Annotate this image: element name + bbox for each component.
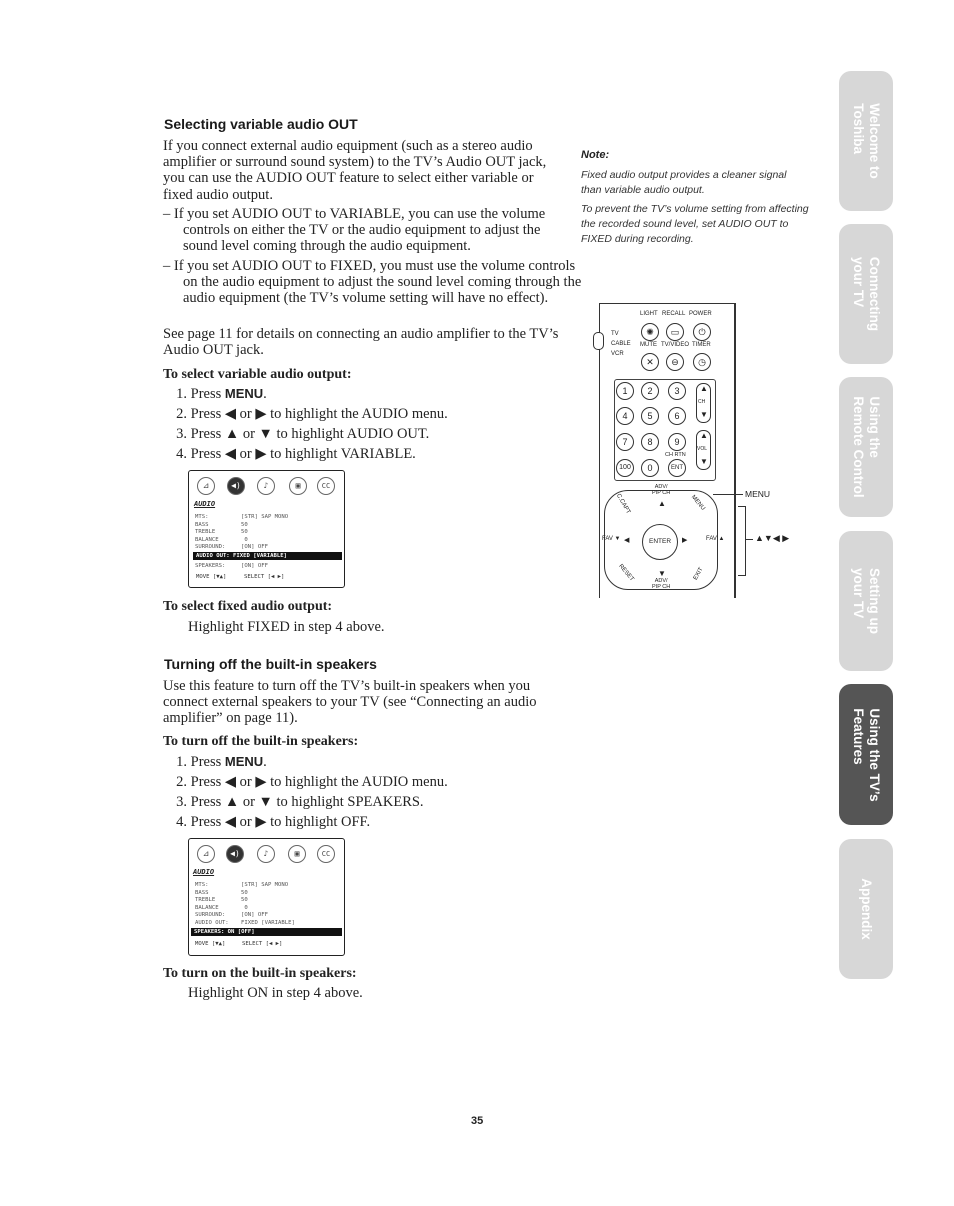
- osd-highlight-row: AUDIO OUT: FIXED [VARIABLE]: [193, 552, 342, 560]
- step-4: 4. Press ◀ or ▶ to highlight OFF.: [176, 814, 371, 830]
- volume-up-icon: ▲: [700, 431, 708, 440]
- c-capt-button[interactable]: C.CAPT: [614, 492, 632, 516]
- osd-row: SURROUND: [ON] OFF: [195, 544, 268, 550]
- applications-menu-icon: ▣: [288, 845, 306, 863]
- digit-button[interactable]: 1: [616, 382, 634, 400]
- on-heading: To turn on the built-in speakers:: [163, 966, 357, 981]
- speakers-intro-paragraph: Use this feature to turn off the TV’s built-in speakers when you connect external speakers to your TV (see “Connecting an audio amplifier” on page 11).: [163, 678, 537, 727]
- note-line-1: Fixed audio output provides a cleaner signal than variable audio output.: [581, 169, 787, 196]
- tab-welcome-to-toshiba[interactable]: Welcome to Toshiba: [839, 71, 893, 211]
- timer-label: TIMER: [692, 342, 711, 348]
- enter-button[interactable]: ENTER: [642, 524, 678, 560]
- recall-label: RECALL: [662, 311, 686, 317]
- closed-caption-icon: CC: [317, 845, 335, 863]
- power-button[interactable]: ⏻: [693, 323, 711, 341]
- step-3: 3. Press ▲ or ▼ to highlight SPEAKERS.: [176, 794, 424, 810]
- intro-paragraph: If you connect external audio equipment (such as a stereo audio amplifier or surround sound system) to the TV’s Audio OUT jack, you can use the AUDIO OUT feature to select either variable or fixed audio output.: [163, 138, 547, 203]
- fixed-heading: To select fixed audio output:: [163, 599, 333, 614]
- osd-row: TREBLE 50: [195, 897, 248, 903]
- step-3: 3. Press ▲ or ▼ to highlight AUDIO OUT.: [176, 426, 430, 442]
- adv-pip-down-label: ADV/ PIP CH: [652, 578, 671, 590]
- audio-menu-icon: ◀): [226, 845, 244, 863]
- see-page-paragraph: See page 11 for details on connecting an audio amplifier to the TV’s Audio OUT jack.: [163, 326, 559, 359]
- steps-heading: To select variable audio output:: [163, 367, 352, 382]
- menu-keyword: MENU: [224, 386, 264, 401]
- mute-label: MUTE: [640, 342, 657, 348]
- volume-down-icon: ▼: [700, 457, 708, 466]
- digit-button[interactable]: 2: [641, 382, 659, 400]
- tv-video-label: TV/VIDEO: [661, 342, 690, 348]
- volume-rocker[interactable]: [696, 430, 711, 470]
- timer-button[interactable]: ◷: [693, 353, 711, 371]
- osd-row: MTS: [STR] SAP MONO: [195, 882, 289, 888]
- mode-labels: TV CABLE VCR: [611, 331, 631, 357]
- osd-audio-menu-speakers: [188, 838, 345, 956]
- osd-row: BASS 50: [195, 522, 248, 528]
- menu-callout-label: MENU: [745, 489, 771, 499]
- picture-menu-icon: ⊿: [197, 845, 215, 863]
- steps-list-2: [163, 752, 563, 832]
- digit-button[interactable]: 9: [668, 433, 686, 451]
- osd-row: SPEAKERS: [ON] OFF: [195, 563, 268, 569]
- down-arrow-icon[interactable]: ▼: [658, 569, 666, 578]
- ch-rtn-label: CH RTN: [665, 452, 686, 458]
- fav-down-label[interactable]: FAV ▼: [602, 536, 621, 542]
- osd-highlight-row: SPEAKERS: ON [OFF]: [191, 928, 342, 936]
- arrow-callout-label: ▲▼◀ ▶: [755, 533, 790, 543]
- osd-row: BALANCE 0: [195, 537, 248, 543]
- osd-select-hint: SELECT [◀ ▶]: [244, 574, 285, 580]
- osd-row: BASS 50: [195, 890, 248, 896]
- digit-button[interactable]: 3: [668, 382, 686, 400]
- arrow-callout-bracket: [738, 506, 746, 576]
- picture-menu-icon: ⊿: [197, 477, 215, 495]
- osd-title: AUDIO: [193, 868, 215, 876]
- channel-down-icon: ▼: [700, 410, 708, 419]
- light-button[interactable]: ✺: [641, 323, 659, 341]
- menu-keyword: MENU: [224, 754, 264, 769]
- tv-video-button[interactable]: ⊖: [666, 353, 684, 371]
- osd-move-hint: MOVE [▼▲]: [196, 574, 227, 580]
- step-1: 1. Press MENU.: [176, 754, 267, 770]
- osd-row: MTS: [STR] SAP MONO: [195, 514, 289, 520]
- osd-title: AUDIO: [194, 500, 216, 508]
- digit-button[interactable]: 6: [668, 407, 686, 425]
- fav-up-label[interactable]: FAV ▲: [706, 536, 725, 542]
- tab-appendix[interactable]: Appendix: [839, 839, 893, 979]
- menu-button[interactable]: MENU: [689, 494, 706, 512]
- speakers-steps-heading: To turn off the built-in speakers:: [163, 734, 359, 749]
- menu-callout-line: [713, 494, 743, 495]
- osd-row: TREBLE 50: [195, 529, 248, 535]
- setup-menu-icon: ♪: [257, 477, 275, 495]
- step-2: 2. Press ◀ or ▶ to highlight the AUDIO menu.: [176, 774, 448, 790]
- osd-audio-menu-variable: [188, 470, 345, 588]
- audio-menu-icon: ◀): [227, 477, 245, 495]
- power-label: POWER: [689, 311, 712, 317]
- enter-digit-button[interactable]: ENT: [668, 459, 686, 477]
- osd-select-hint: SELECT [◀ ▶]: [242, 941, 283, 947]
- setup-menu-icon: ♪: [257, 845, 275, 863]
- channel-up-icon: ▲: [700, 384, 708, 393]
- light-label: LIGHT: [640, 311, 658, 317]
- page-number: 35: [471, 1115, 484, 1127]
- section-heading-speakers: Turning off the built-in speakers: [164, 656, 377, 672]
- digit-button[interactable]: 5: [641, 407, 659, 425]
- left-arrow-icon[interactable]: ◀: [624, 537, 630, 544]
- digit-button[interactable]: 8: [641, 433, 659, 451]
- reset-button[interactable]: RESET: [617, 563, 635, 583]
- remote-control-illustration: [599, 303, 736, 598]
- digit-button[interactable]: 7: [616, 433, 634, 451]
- digit-button[interactable]: 0: [641, 459, 659, 477]
- osd-row: BALANCE 0: [195, 905, 248, 911]
- bullet-fixed: – If you set AUDIO OUT to FIXED, you must use the volume controls on the audio equipment to adjust the sound level coming through the audio equipment (the TV’s volume setting will have no effect).: [163, 258, 582, 307]
- tab-using-the-remote-control[interactable]: Using the Remote Control: [839, 377, 893, 517]
- tab-using-the-tvs-features[interactable]: Using the TV’s Features: [839, 684, 893, 825]
- applications-menu-icon: ▣: [289, 477, 307, 495]
- arrow-callout-line: [745, 539, 753, 540]
- up-arrow-icon[interactable]: ▲: [658, 499, 666, 508]
- osd-row: SURROUND: [ON] OFF: [195, 912, 268, 918]
- ch-label: CH: [698, 399, 706, 405]
- step-2: 2. Press ◀ or ▶ to highlight the AUDIO menu.: [176, 406, 448, 422]
- on-text: Highlight ON in step 4 above.: [188, 985, 363, 1001]
- step-1: 1. Press MENU.: [176, 386, 267, 402]
- vol-label: VOL: [697, 446, 708, 452]
- note-line-2: To prevent the TV’s volume setting from affecting the recorded sound level, set AUDIO OUT to FIXED during recording.: [581, 203, 809, 245]
- section-heading-variable-audio: Selecting variable audio OUT: [164, 116, 358, 132]
- bullet-variable: – If you set AUDIO OUT to VARIABLE, you can use the volume controls on either the TV or the audio equipment to adjust the sound level coming through the audio equipment.: [163, 206, 546, 255]
- recall-button[interactable]: ▭: [666, 323, 684, 341]
- right-arrow-icon[interactable]: ▶: [682, 537, 688, 544]
- note-title: Note:: [581, 149, 610, 161]
- tab-setting-up-your-tv[interactable]: Setting up your TV: [839, 531, 893, 671]
- tab-connecting-your-tv[interactable]: Connecting your TV: [839, 224, 893, 364]
- exit-button[interactable]: EXIT: [692, 566, 705, 582]
- closed-caption-icon: CC: [317, 477, 335, 495]
- step-4: 4. Press ◀ or ▶ to highlight VARIABLE.: [176, 446, 416, 462]
- digit-button[interactable]: 4: [616, 407, 634, 425]
- mode-switch[interactable]: [593, 332, 604, 350]
- digit-button[interactable]: 100: [616, 459, 634, 477]
- steps-list-1: [163, 384, 563, 464]
- adv-pip-up-label: ADV/ PIP CH: [652, 484, 671, 496]
- channel-rocker[interactable]: [696, 383, 711, 423]
- osd-move-hint: MOVE [▼▲]: [195, 941, 226, 947]
- mute-button[interactable]: ✕: [641, 353, 659, 371]
- fixed-text: Highlight FIXED in step 4 above.: [188, 619, 385, 635]
- osd-row: AUDIO OUT: FIXED [VARIABLE]: [195, 920, 295, 926]
